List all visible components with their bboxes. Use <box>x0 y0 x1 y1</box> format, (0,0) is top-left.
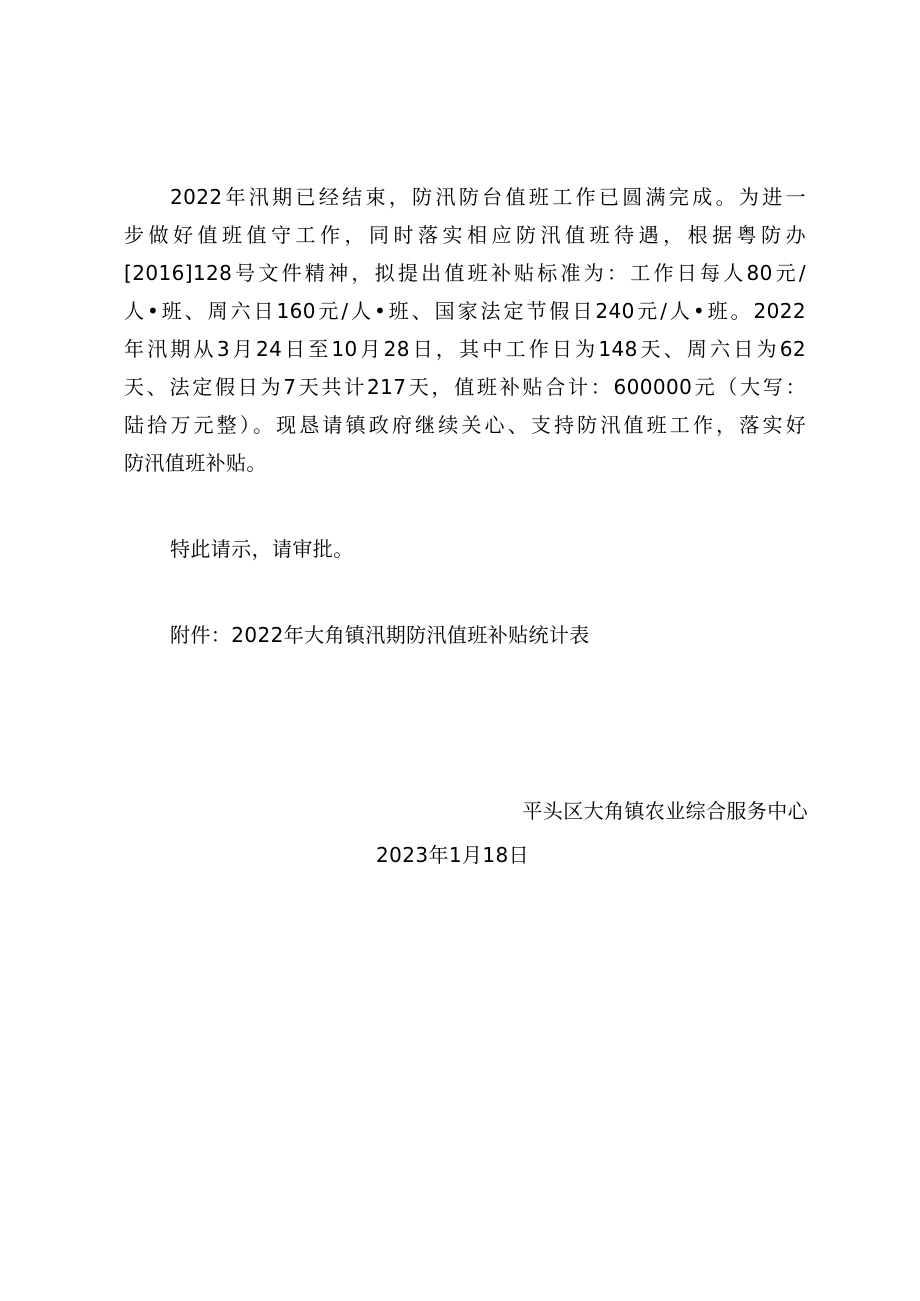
body-line-6: 天、法定假日为7天共计217天，值班补贴合计：600000元（大写： <box>124 375 806 399</box>
body-line-5: 年汛期从3月24日至10月28日，其中工作日为148天、周六日为62 <box>124 337 806 361</box>
body-line-4: 人•班、周六日160元/人•班、国家法定节假日240元/人•班。2022 <box>124 299 806 323</box>
body-paragraph <box>124 178 806 482</box>
issuing-organization: 平头区大角镇农业综合服务中心 <box>522 799 808 823</box>
body-line-3: [2016]128号文件精神，拟提出值班补贴标准为：工作日每人80元/ <box>124 261 806 285</box>
body-line-2: 步做好值班值守工作，同时落实相应防汛值班待遇，根据粤防办 <box>124 223 806 247</box>
closing-statement: 特此请示，请审批。 <box>170 537 354 561</box>
body-line-7: 陆拾万元整）。现恳请镇政府继续关心、支持防汛值班工作，落实好 <box>124 413 806 437</box>
attachment-note: 附件：2022年大角镇汛期防汛值班补贴统计表 <box>170 623 590 647</box>
issue-date: 2023年1月18日 <box>376 843 530 867</box>
body-line-8: 防汛值班补贴。 <box>124 451 267 475</box>
body-line-1: 2022年汛期已经结束，防汛防台值班工作已圆满完成。为进一 <box>170 185 806 209</box>
